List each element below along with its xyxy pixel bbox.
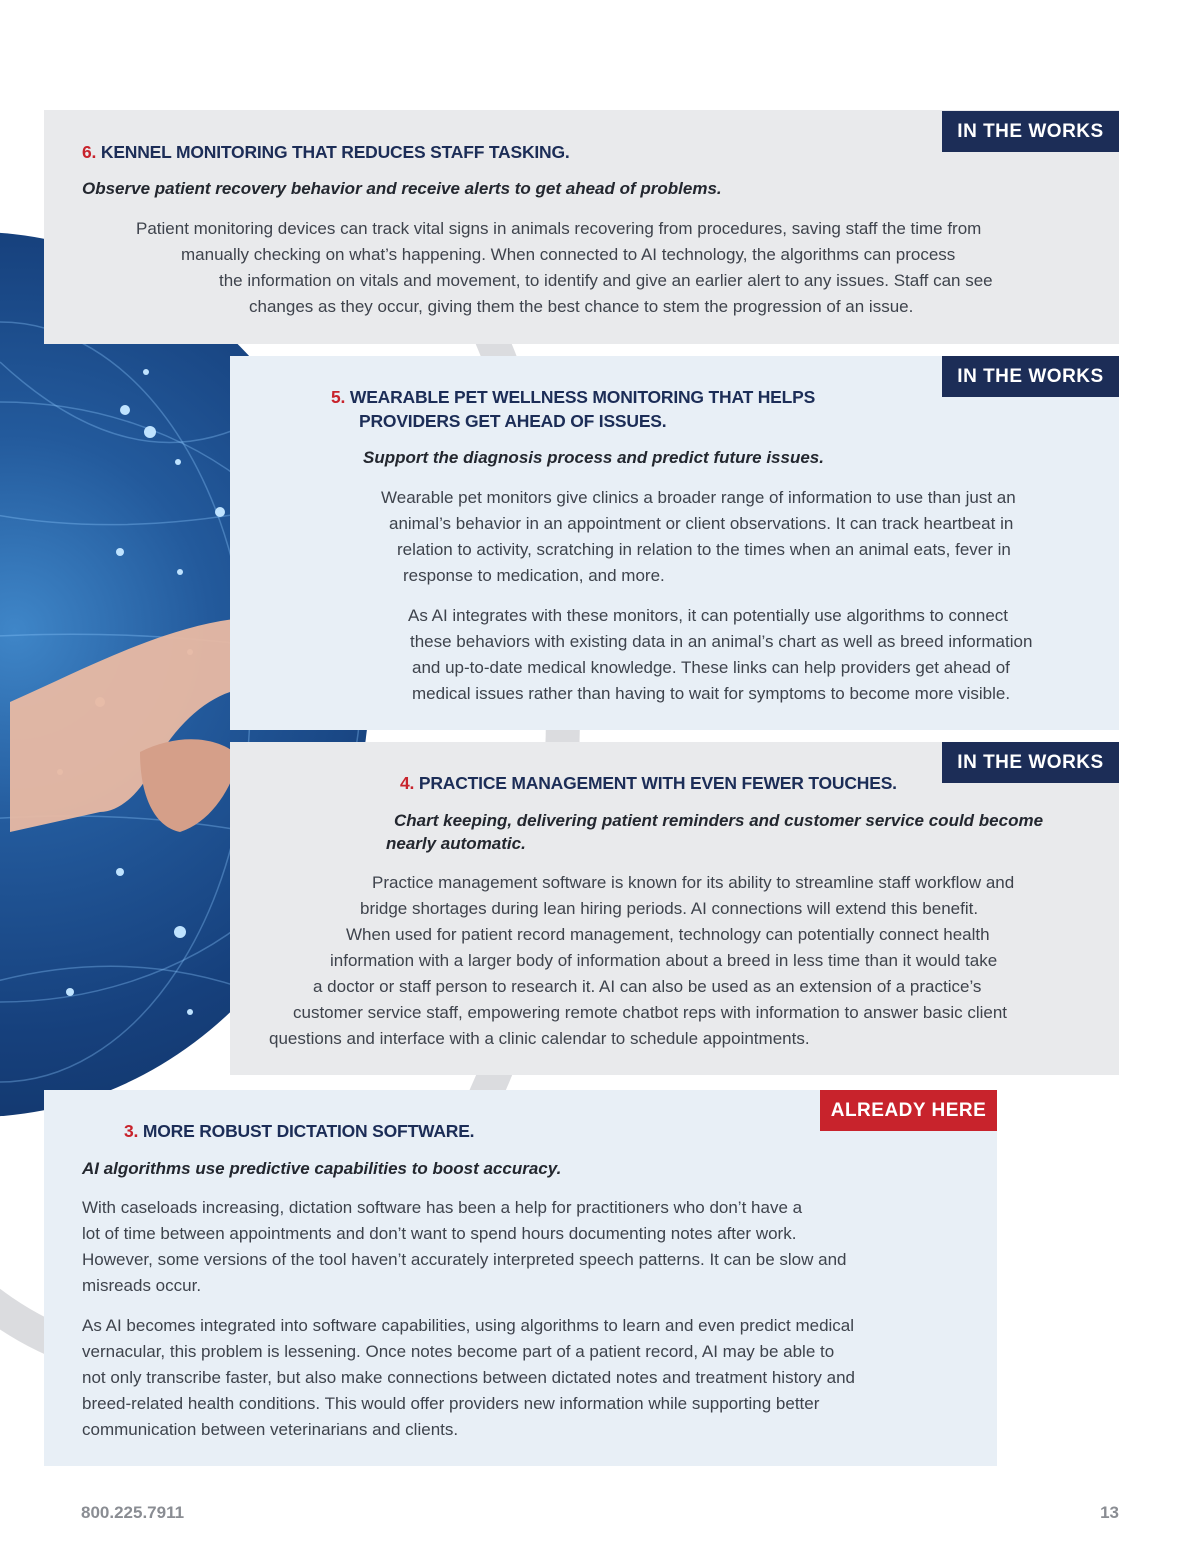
section-title: KENNEL MONITORING THAT REDUCES STAFF TASKING. <box>100 142 570 162</box>
section-body: As AI integrates with these monitors, it can potentially use algorithms to connect these behaviors with existing data in an animal’s chart as well as breed information and up-to-date medical knowledge. These links can help providers get ahead of medical issues rather than having to wait for symptoms to become more visible. <box>408 606 1033 703</box>
section-heading <box>82 140 570 164</box>
section-subtitle: Chart keeping, delivering patient reminders and customer service could become nearly automatic. <box>386 811 1044 853</box>
section-body: Wearable pet monitors give clinics a broader range of information to use than just an animal’s behavior in an appointment or client observations. It can track heartbeat in relation to activity, scratching in relation to the times when an animal eats, fever in response to medication, and more. <box>381 488 1016 585</box>
section-title: MORE ROBUST DICTATION SOFTWARE. <box>142 1121 475 1141</box>
section-number: 6. <box>82 142 97 162</box>
section-heading <box>331 385 815 433</box>
status-badge: ALREADY HERE <box>820 1090 997 1131</box>
section-subtitle: Observe patient recovery behavior and receive alerts to get ahead of problems. <box>82 179 722 198</box>
section-title: PRACTICE MANAGEMENT WITH EVEN FEWER TOUCHES. <box>418 773 897 793</box>
section-title: PROVIDERS GET AHEAD OF ISSUES. <box>359 411 667 431</box>
status-badge: IN THE WORKS <box>942 356 1119 397</box>
section-body: With caseloads increasing, dictation software has been a help for practitioners who don’t have a lot of time between appointments and don’t want to spend hours documenting notes after work. However, some versions of the tool haven’t accurately interpreted speech patterns. It can be slow and misreads occur. <box>82 1198 847 1295</box>
section-body: Practice management software is known for its ability to streamline staff workflow and bridge shortages during lean hiring periods. AI connections will extend this benefit. When used for patient record management, technology can potentially connect health information with a larger body of information about a breed in less time than it would take a doctor or staff person to research it. AI can also be used as an extension of a practice’s customer service staff, empowering remote chatbot reps with information to answer basic client questions and interface with a clinic calendar to schedule appointments. <box>269 873 1015 1048</box>
section-number: 4. <box>400 773 415 793</box>
section-body: Patient monitoring devices can track vital signs in animals recovering from procedures, saving staff the time from manually checking on what’s happening. When connected to AI technology, the algorithms can process the information on vitals and movement, to identify and give an earlier alert to any issues. Staff can see changes as they occur, giving them the best chance to stem the progression of an issue. <box>136 219 993 316</box>
section-number: 3. <box>124 1121 139 1141</box>
section-heading <box>400 771 897 795</box>
section-heading <box>124 1119 474 1143</box>
section-body: As AI becomes integrated into software capabilities, using algorithms to learn and even predict medical vernacular, this problem is lessening. Once notes become part of a patient record, AI may be able to not only transcribe faster, but also make connections between dictated notes and treatment history and breed-related health conditions. This would offer providers new information while supporting better communication between veterinarians and clients. <box>82 1316 856 1439</box>
status-badge: IN THE WORKS <box>942 111 1119 152</box>
section-title: WEARABLE PET WELLNESS MONITORING THAT HELPS <box>349 387 816 407</box>
section-subtitle: Support the diagnosis process and predict future issues. <box>363 448 824 467</box>
section-subtitle: AI algorithms use predictive capabilities to boost accuracy. <box>82 1159 562 1178</box>
page-number: 13 <box>1100 1503 1119 1522</box>
section-number: 5. <box>331 387 346 407</box>
footer-phone: 800.225.7911 <box>81 1503 185 1522</box>
status-badge: IN THE WORKS <box>942 742 1119 783</box>
